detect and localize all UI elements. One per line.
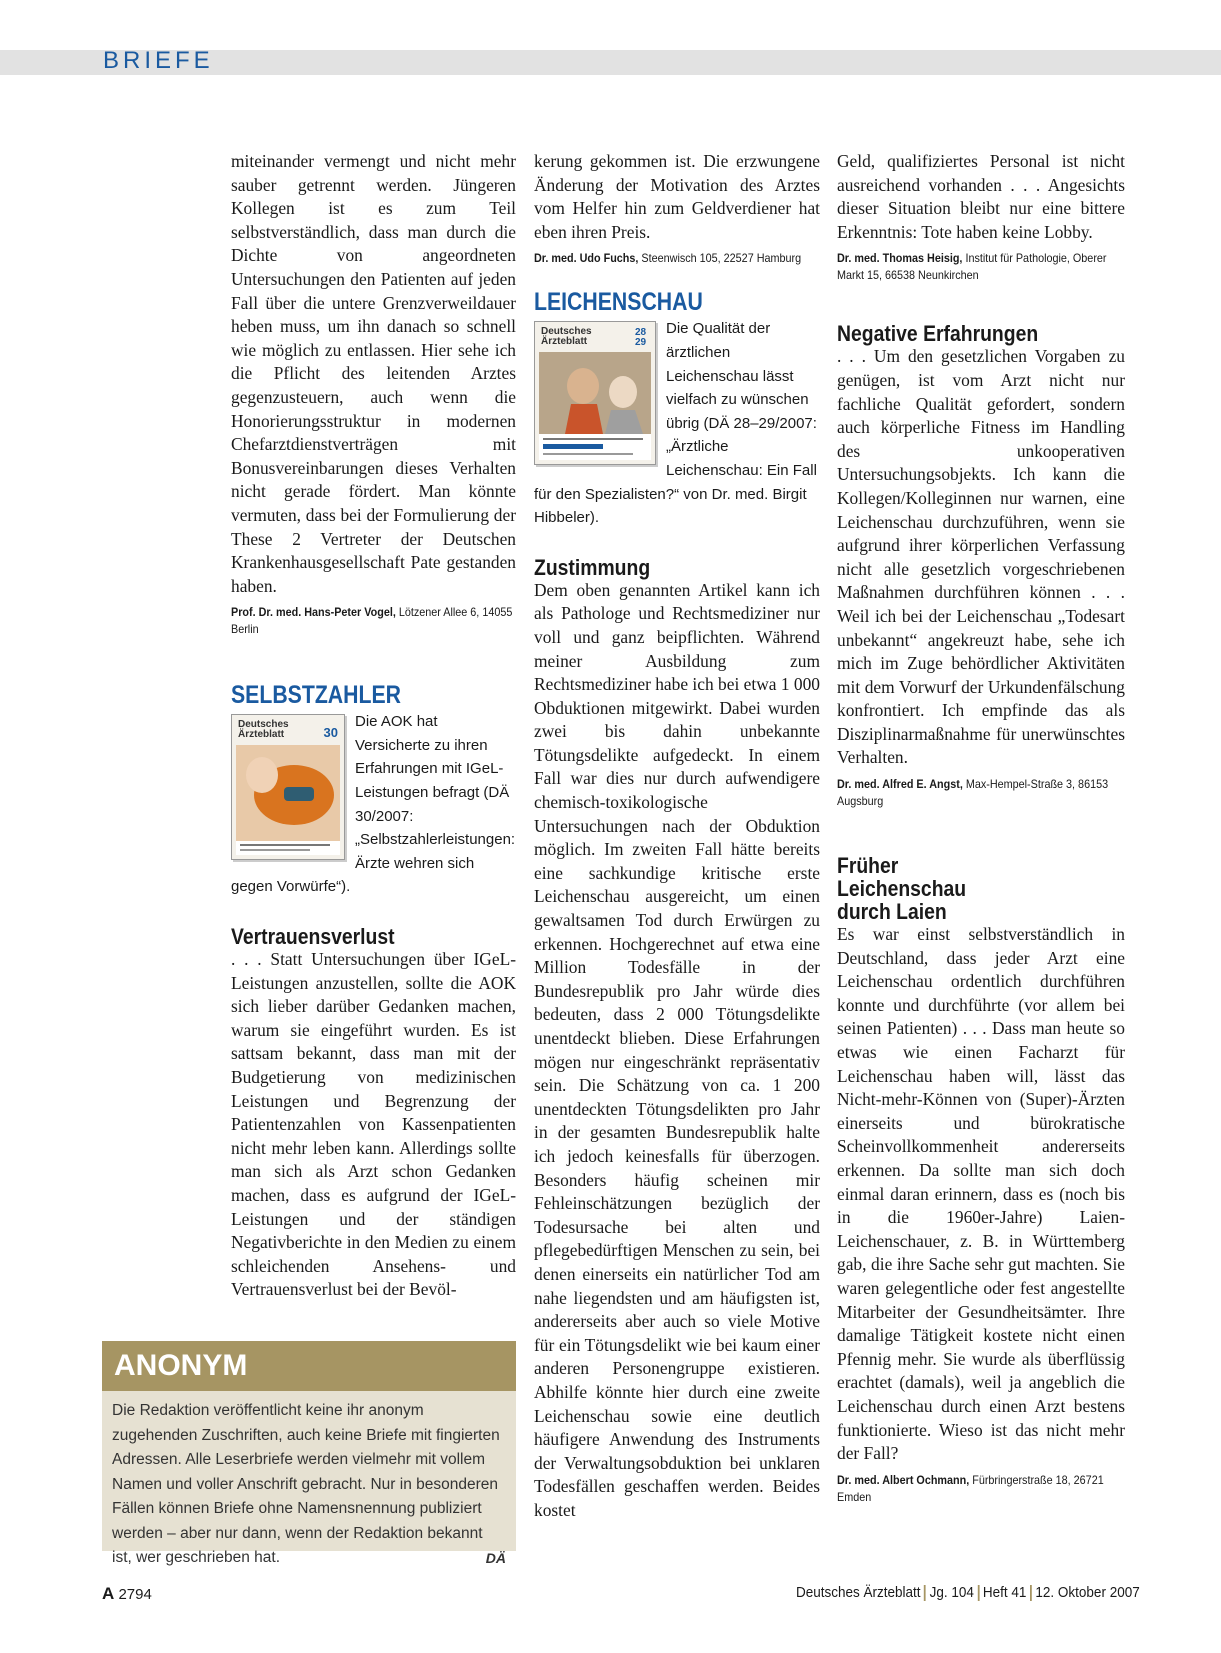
anonym-body xyxy=(102,1391,516,1571)
journal-footer xyxy=(796,1584,1140,1601)
topic-kicker: LEICHENSCHAU xyxy=(534,288,703,317)
cover-photo-icon xyxy=(535,322,655,464)
footer-date: 12. Oktober 2007 xyxy=(1035,1584,1140,1601)
column-1 xyxy=(231,150,516,1302)
letter-headline: Früher Leichenschau durch Laien xyxy=(837,853,967,925)
letter-headline: Zustimmung xyxy=(534,554,651,580)
page-number: A 2794 xyxy=(102,1584,152,1603)
column-3 xyxy=(837,150,1125,1506)
topic-intro-text: Die AOK hat Versicherte zu ihren Erfahrungen mit IGeL-Leistungen befragt (DÄ 30/2007: „Selbstzahlerleistungen: Ärzte wehren sich gegen Vorwürfe“). xyxy=(231,713,516,896)
cover-issue: 28 29 xyxy=(635,327,647,349)
letter-text: Dem oben genannten Artikel kann ich als Pathologe und Rechtsmediziner nur voll und ganz beipflichten. Während meiner Ausbildung zum Rechtsmediziner habe ich bei etwa 1 000 Obduktionen mitgewirkt. Dabei wurden zwei bis dahin unbekannte Tötungsdelikte aufgedeckt. In einem Fall war dies nur durch aufwendigere chemisch-toxikologische Untersuchungen nach der Obduktion möglich. Im zweiten Fall hätte bereits eine sachkundige kritische erste Leichenschau ausgereicht, um einen gewaltsamen Tod durch Erwürgen zu erkennen. Hochgerechnet auf etwa eine Million Todesfälle in der Bundesrepublik pro Jahr würde dies bedeuten, dass 2 000 Tötungsdelikte unentdeckt blieben. Diese Erfahrungen mögen nur eingeschränkt repräsentativ sein. Die Schätzung von ca. 1 200 unentdeckten Tötungsdelikten pro Jahr in der gesamten Bundesrepublik halte ich jedoch keinesfalls für überzogen. Besonders häufig scheinen mir Fehleinschätzungen bezüglich der Todesursache bei alten und pflegebedürftigen Menschen zu sein, bei denen einerseits ein natürlicher Tod am nahe liegendsten und am häufigsten ist, andererseits aber auch so viele Motive für ein Tötungsdelikt wie bei kaum einer anderen Personengruppe existieren. Abhilfe könnte hier durch eine zweite Leichenschau sowie eine deutlich häufigere Anwendung des Instruments der Verwaltungsobduktion bei unklaren Todesfällen geschaffen werden. Beides kostet xyxy=(534,579,820,1520)
footer-divider xyxy=(924,1585,926,1601)
cover-photo-icon xyxy=(232,715,344,859)
magazine-cover-image xyxy=(231,714,345,860)
footer-divider xyxy=(1030,1585,1032,1601)
letter-text: kerung gekommen ist. Die erzwungene Änderung der Motivation des Arztes vom Helfer hin zum Geldverdiener hat eben ihren Preis. xyxy=(534,151,820,242)
magazine-cover-image xyxy=(534,321,656,465)
letter-text: . . . Statt Untersuchungen über IGeL-Leistungen anzustellen, sollte die AOK sich lieber darüber Gedanken machen, warum sie eingeführt wurden. Es ist sattsam bekannt, dass man mit der Budgetierung von medizinischen Leistungen und Begrenzung der Patientenzahlen von Kassenpatienten nicht mehr leben kann. Allerdings sollte man sich als Arzt schon Gedanken machen, dass es aufgrund der IGeL-Leistungen und der ständigen Negativberichte in den Medien zu einem schleichenden Ansehens- und Vertrauensverlust bei der Bevöl- xyxy=(231,949,516,1300)
letter-headline: Vertrauensverlust xyxy=(231,924,395,950)
letter-text: Geld, qualifiziertes Personal ist nicht ausreichend vorhanden . . . Angesichts dieser Situation bleibt nur eine bittere Erkenntnis: Tote haben keine Lobby. xyxy=(837,151,1125,242)
topic-intro xyxy=(231,710,516,899)
footer-issue: Heft 41 xyxy=(982,1584,1027,1601)
signature: Prof. Dr. med. Hans-Peter Vogel, Lötzener Allee 6, 14055 Berlin xyxy=(231,605,513,637)
cover-brand: Deutsches Ärzteblatt xyxy=(541,326,592,348)
signature: Dr. med. Thomas Heisig, Institut für Pathologie, Oberer Markt 15, 66538 Neunkirchen xyxy=(837,251,1107,283)
column-2 xyxy=(534,150,820,1522)
anonym-text: Die Redaktion veröffentlicht keine ihr anonym zugehenden Zuschriften, auch keine Briefe mit fingierten Adressen. Alle Leserbriefe werden vielmehr mit vollem Namen und voller Anschrift gebracht. Nur in besonderen Fällen können Briefe ohne Namensnennung publiziert werden – aber nur dann, wenn der Redaktion bekannt ist, wer geschrieben hat. xyxy=(112,1402,500,1566)
anonym-mark: DÄ xyxy=(485,1550,506,1566)
topic-kicker: SELBSTZAHLER xyxy=(231,681,401,710)
signature: Dr. med. Alfred E. Angst, Max-Hempel-Straße 3, 86153 Augsburg xyxy=(837,777,1109,809)
anonym-title: ANONYM xyxy=(102,1341,516,1391)
anonym-notice-box xyxy=(102,1341,516,1566)
footer-journal: Deutsches Ärzteblatt xyxy=(796,1584,921,1601)
topic-intro xyxy=(534,317,820,529)
signature: Dr. med. Udo Fuchs, Steenwisch 105, 22527 Hamburg xyxy=(534,251,802,266)
letter-text: Es war einst selbstverständlich in Deutschland, dass jeder Arzt eine Leichenschau ordentlich durchführen konnte und durchführte (vor allem bei seinen Patienten) . . . Dass man heute so etwas wie einen Facharzt für Leichenschau haben will, lässt das Nicht-mehr-Können von (Super)-Ärzten einerseits und bürokratische Scheinvollkommenheit andererseits erkennen. Da sollte man sich doch einmal daran erinnern, dass es (noch bis in die 1960er-Jahre) Laien-Leichenschauer, z. B. in Württemberg gab, die ihre Sache sehr gut machten. Sie waren gelegentliche oder fest angestellte Mitarbeiter der Gesundheitsämter. Ihre damalige Tätigkeit kostete nicht einen Pfennig mehr. Sie wurde als überflüssig erachtet (damals), weil ja angeblich die Leichenschau durch einen Arzt bestens funktionierte. Wieso ist das nicht mehr der Fall? xyxy=(837,924,1125,1464)
signature: Dr. med. Albert Ochmann, Fürbringerstraße 18, 26721 Emden xyxy=(837,1472,1104,1504)
topic-intro-text: Die Qualität der ärztlichen Leichenschau lässt vielfach zu wünschen übrig (DÄ 28–29/2007: „Ärztliche Leichenschau: Ein Fall für den Spezialisten?“ von Dr. med. Birgit Hibbeler). xyxy=(534,320,817,527)
footer-volume: Jg. 104 xyxy=(929,1584,974,1601)
cover-brand: Deutsches Ärzteblatt xyxy=(238,719,289,741)
letter-text: . . . Um den gesetzlichen Vorgaben zu genügen, ist vom Arzt nicht nur fachliche Qualität gefordert, sondern auch körperliche Fitness im Handling des unkooperativen Untersuchungsobjekts. Ich kann die Kollegen/Kolleginnen nur warnen, eine Leichenschau durchzuführen, wenn sie aufgrund ihrer körperlichen Verfassung nicht alle gesetzlich vorgeschriebenen Maßnahmen durchführen können . . . Weil ich bei der Leichenschau „Todesart unbekannt“ angekreuzt habe, sehe ich mich im Zuge behördlicher Aktivitäten mit dem Vorwurf der Urkundenfälschung konfrontiert. Ich empfinde das als Disziplinarmaßnahme für unerwünschtes Verhalten. xyxy=(837,346,1125,768)
letter-headline: Negative Erfahrungen xyxy=(837,321,1039,347)
footer-divider xyxy=(977,1585,979,1601)
cover-issue: 30 xyxy=(323,725,338,741)
letter-text: miteinander vermengt und nicht mehr sauber getrennt werden. Jüngeren Kollegen ist es zum Teil selbstverständlich, dass man durch die Dichte von angeordneten Untersuchungen den Patienten auf jeden Fall über die untere Grenzverweildauer heben muss, um ihn danach so schnell wie möglich zu entlassen. Hier sehe ich die Pflicht des leitenden Arztes gegenzusteuern, auch wenn die Honorierungsstruktur in modernen Chefarztdienstverträgen mit Bonusvereinbarungen dieses Verhalten nicht gerade fördert. Man könnte vermuten, dass bei der Formulierung der These 2 Vertreter der Deutschen Krankenhausgesellschaft Pate gestanden haben. xyxy=(231,151,516,596)
section-title: BRIEFE xyxy=(103,47,214,74)
